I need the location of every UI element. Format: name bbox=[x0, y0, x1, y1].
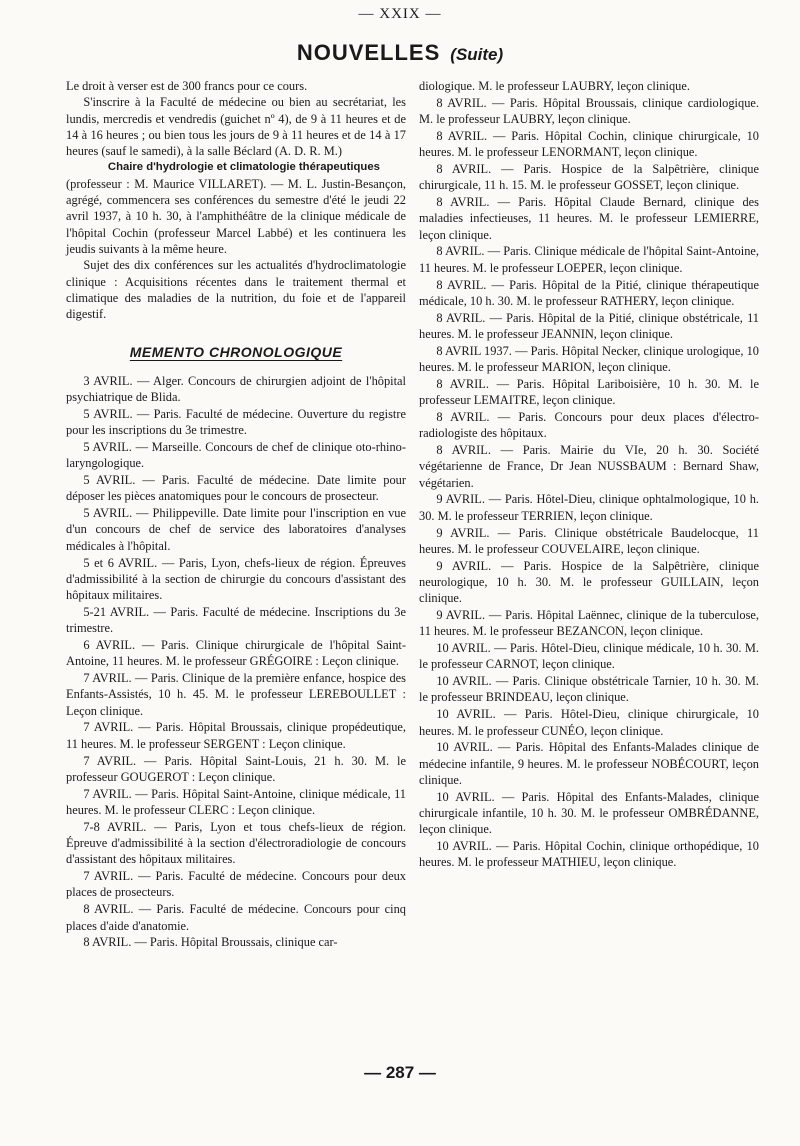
memento-entry: 8 AVRIL. — Paris. Hôpital Broussais, clinique cardiologique. M. le professeur LAUBRY, leçon clinique. bbox=[419, 95, 759, 127]
memento-entry: 8 AVRIL. — Paris. Hôpital Lariboisière, 10 h. 30. M. le professeur LEMAITRE, leçon clinique. bbox=[419, 376, 759, 408]
memento-entry: 5 AVRIL. — Philippeville. Date limite pour l'inscription en vue d'un concours de chef de service des laboratoires d'analyses médicales à l'hôpital. bbox=[66, 506, 406, 553]
memento-entry: 8 AVRIL. — Paris. Clinique médicale de l'hôpital Saint-Antoine, 11 heures. M. le professeur LOEPER, leçon clinique. bbox=[419, 244, 759, 275]
memento-entry: 5 et 6 AVRIL. — Paris, Lyon, chefs-lieux de région. Épreuves d'admissibilité à la section de chirurgie du concours d'assistant des hôpitaux militaires. bbox=[66, 555, 406, 603]
chaire-paragraph: Sujet des dix conférences sur les actualités d'hydroclimatologie clinique : Acquisitions récentes dans le traitement thermal et climatique des maladies de la nutrition, du foie et de l'appareil digestif. bbox=[66, 258, 406, 322]
memento-entry: 10 AVRIL. — Paris. Hôpital des Enfants-Malades, clinique chirurgicale infantile, 10 h. 30. M. le professeur OMBRÉDANNE, leçon clinique. bbox=[419, 789, 759, 837]
memento-entry: 9 AVRIL. — Paris. Hospice de la Salpêtrière, clinique neurologique, 10 h. 30. M. le professeur GUILLAIN, leçon clinique. bbox=[419, 558, 759, 606]
memento-entry: 8 AVRIL. — Paris. Faculté de médecine. Concours pour cinq places d'aide d'anatomie. bbox=[66, 902, 406, 933]
memento-entry: 10 AVRIL. — Paris. Hôpital des Enfants-Malades clinique de médecine infantile, 9 heures. M. le professeur NOBÉCOURT, leçon clinique. bbox=[419, 740, 759, 787]
left-column bbox=[66, 78, 406, 951]
memento-entry: 7 AVRIL. — Paris. Hôpital Broussais, clinique propédeutique, 11 heures. M. le professeur SERGENT : Leçon clinique. bbox=[66, 720, 406, 751]
intro-paragraph: Le droit à verser est de 300 francs pour ce cours. bbox=[66, 79, 308, 93]
memento-entry: 8 AVRIL. — Paris. Hôpital de la Pitié, clinique obstétricale, 11 heures. M. le professeur JEANNIN, leçon clinique. bbox=[419, 310, 759, 341]
memento-entry: 8 AVRIL. — Paris. Hôpital Broussais, clinique car- bbox=[83, 935, 338, 950]
memento-entry: 8 AVRIL. — Paris. Hôpital de la Pitié, clinique thérapeutique médicale, 10 h. 30. M. le professeur RATHERY, leçon clinique. bbox=[419, 277, 759, 308]
memento-entry: 7 AVRIL. — Paris. Hôpital Saint-Antoine, clinique médicale, 11 heures. M. le professeur CLERC : Leçon clinique. bbox=[66, 786, 406, 817]
memento-entry: 7 AVRIL. — Paris. Clinique de la première enfance, hospice des Enfants-Assistés, 10 h. 45. M. le professeur LEREBOULLET : Leçon clinique. bbox=[66, 671, 406, 718]
memento-entry: 5 AVRIL. — Marseille. Concours de chef de clinique oto-rhino-laryngologique. bbox=[66, 439, 406, 471]
memento-entry: 9 AVRIL. — Paris. Hôtel-Dieu, clinique ophtalmologique, 10 h. 30. M. le professeur TERRIEN, leçon clinique. bbox=[419, 492, 759, 523]
memento-entry: 10 AVRIL. — Paris. Hôtel-Dieu, clinique chirurgicale, 10 heures. M. le professeur CUNÉO, leçon clinique. bbox=[419, 707, 759, 738]
memento-entry: 5-21 AVRIL. — Paris. Faculté de médecine. Inscriptions du 3e trimestre. bbox=[66, 604, 406, 636]
memento-entry: 8 AVRIL. — Paris. Hôpital Cochin, clinique chirurgicale, 10 heures. M. le professeur LENORMANT, leçon clinique. bbox=[419, 128, 759, 160]
memento-entry: 5 AVRIL. — Paris. Faculté de médecine. Date limite pour déposer les pièces anatomiques pour le concours de prosecteur. bbox=[66, 473, 406, 504]
memento-entry: 8 AVRIL. — Paris. Mairie du VIe, 20 h. 30. Société végétarienne de France, Dr Jean NUSSBAUM : Bernard Shaw, végétarien. bbox=[419, 443, 759, 490]
memento-entry: 8 AVRIL 1937. — Paris. Hôpital Necker, clinique urologique, 10 heures. M. le professeur MARION, leçon clinique. bbox=[419, 343, 759, 375]
memento-entry: 6 AVRIL. — Paris. Clinique chirurgicale de l'hôpital Saint-Antoine, 11 heures. M. le professeur GRÉGOIRE : Leçon clinique. bbox=[66, 638, 406, 669]
right-column bbox=[419, 78, 759, 871]
memento-entry: 3 AVRIL. — Alger. Concours de chirurgien adjoint de l'hôpital psychiatrique de Blida. bbox=[66, 373, 406, 405]
section-title-main: NOUVELLES bbox=[296, 40, 441, 65]
roman-page-number: — XXIX — bbox=[358, 6, 442, 22]
memento-entry: 8 AVRIL. — Paris. Hospice de la Salpêtrière, clinique chirurgicale, 11 h. 15. M. le professeur GOSSET, leçon clinique. bbox=[419, 161, 759, 193]
chaire-heading: Chaire d'hydrologie et climatologie thérapeutiques bbox=[107, 161, 380, 174]
memento-heading: MEMENTO CHRONOLOGIQUE bbox=[129, 344, 343, 361]
memento-entry: 8 AVRIL. — Paris. Concours pour deux places d'électro-radiologiste des hôpitaux. bbox=[419, 409, 759, 441]
page-number: — 287 — bbox=[364, 1063, 436, 1082]
memento-entry: 7 AVRIL. — Paris. Hôpital Saint-Louis, 21 h. 30. M. le professeur GOUGEROT : Leçon clinique. bbox=[66, 753, 406, 784]
memento-entry: 10 AVRIL. — Paris. Hôpital Cochin, clinique orthopédique, 10 heures. M. le professeur MATHIEU, leçon clinique. bbox=[419, 839, 759, 870]
section-title-suffix: (Suite) bbox=[450, 45, 504, 64]
memento-entry: 7 AVRIL. — Paris. Faculté de médecine. Concours pour deux places de prosecteurs. bbox=[66, 869, 406, 900]
memento-entry: 9 AVRIL. — Paris. Hôpital Laënnec, clinique de la tuberculose, 11 heures. M. le professeur BEZANCON, leçon clinique. bbox=[419, 608, 759, 639]
memento-entry: 9 AVRIL. — Paris. Clinique obstétricale Baudelocque, 11 heures. M. le professeur COUVELAIRE, leçon clinique. bbox=[419, 525, 759, 556]
intro-paragraph: S'inscrire à la Faculté de médecine ou bien au secrétariat, les lundis, mercredis et vendredis (guichet nº 4), de 9 à 11 heures et de 14 à 16 heures ; ou bien tous les jours de 9 à 11 heures et de 14 à 17 heures (sauf le samedi), à la salle Béclard (A. D. R. M.) bbox=[66, 95, 406, 159]
memento-entry: 8 AVRIL. — Paris. Hôpital Claude Bernard, clinique des maladies infectieuses, 11 heures. M. le professeur LEMIERRE, leçon clinique. bbox=[419, 195, 759, 242]
chaire-paragraph: (professeur : M. Maurice VILLARET). — M. L. Justin-Besançon, agrégé, commencera ses conférences du semestre d'été le jeudi 22 avril 1937, à 10 h. 30, à l'amphithéâtre de la clinique médicale de l'hôpital Cochin (professeur Marcel Labbé) et les continuera les jeudis suivants à la même heure. bbox=[66, 176, 406, 256]
memento-entry: 10 AVRIL. — Paris. Hôtel-Dieu, clinique médicale, 10 h. 30. M. le professeur CARNOT, leçon clinique. bbox=[419, 641, 759, 672]
memento-entry: 7-8 AVRIL. — Paris, Lyon et tous chefs-lieux de région. Épreuve d'admissibilité à la section d'électroradiologie de concours d'assistant des hôpitaux militaires. bbox=[66, 819, 406, 867]
memento-entry: 10 AVRIL. — Paris. Clinique obstétricale Tarnier, 10 h. 30. M. le professeur BRINDEAU, leçon clinique. bbox=[419, 674, 759, 705]
section-title bbox=[0, 40, 800, 66]
memento-entry: 5 AVRIL. — Paris. Faculté de médecine. Ouverture du registre pour les inscriptions du 3e trimestre. bbox=[66, 406, 406, 438]
memento-entry-continuation: diologique. M. le professeur LAUBRY, leçon clinique. bbox=[419, 79, 690, 93]
